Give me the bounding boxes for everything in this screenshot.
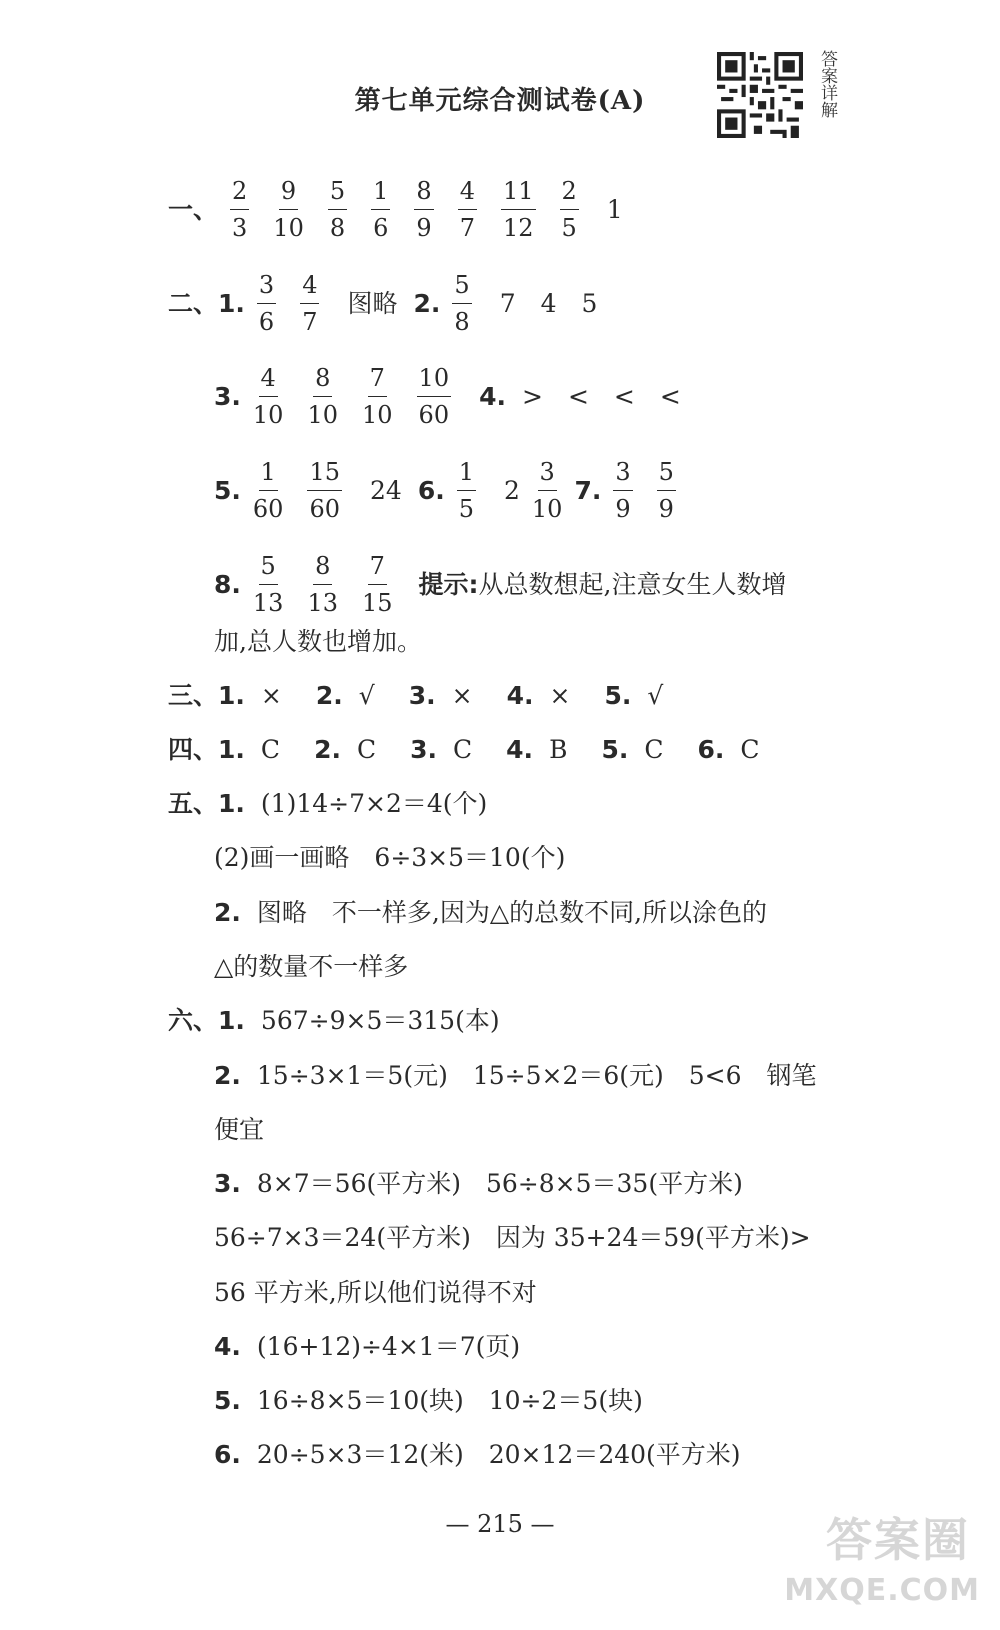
- question-number: 1.: [218, 789, 245, 818]
- question-number: 1.: [218, 681, 245, 710]
- question-number: 1.: [218, 288, 245, 318]
- question-number: 3.: [214, 1169, 241, 1198]
- section-6-row-9: [214, 1439, 741, 1471]
- answer-text: 20÷5×3＝12(米) 20×12＝240(平方米): [256, 1440, 741, 1469]
- answer-text: C: [644, 735, 664, 764]
- fraction: $\frac{7}{10}$: [362, 364, 393, 429]
- qr-caption: 答案详解: [817, 50, 837, 118]
- answer-text: C: [260, 735, 281, 764]
- answer-text: 图略 不一样多,因为△的总数不同,所以涂色的: [256, 898, 768, 927]
- answer-text: 7 4 5: [499, 288, 598, 318]
- question-number: 5.: [604, 681, 632, 710]
- section-6-row-6: [214, 1277, 537, 1309]
- question-number: 5.: [601, 735, 629, 764]
- answer-text: ×: [451, 681, 473, 710]
- answer-text: 1: [606, 194, 623, 224]
- question-number: 6.: [697, 735, 725, 764]
- question-number: 4.: [214, 1332, 241, 1361]
- fraction: $\frac{2}{3}$: [232, 177, 248, 242]
- fraction: $\frac{5}{8}$: [329, 177, 346, 242]
- question-number: 4.: [506, 735, 534, 764]
- question-number: 2.: [214, 898, 241, 927]
- answer-text: ×: [260, 681, 282, 710]
- answer-text: 15÷3×1＝5(元) 15÷5×2＝6(元) 5<6 钢笔: [256, 1061, 817, 1090]
- question-number: 3.: [214, 381, 241, 411]
- question-number: 5.: [214, 475, 241, 505]
- answer-text: (1)14÷7×2＝4(个): [260, 789, 488, 818]
- section-5-label: 五、: [168, 789, 219, 818]
- fraction: $\frac{5}{9}$: [658, 458, 674, 523]
- section-6-row-4: [214, 1168, 743, 1200]
- section-2-row-2: [214, 363, 681, 430]
- answer-text: △的数量不一样多: [214, 952, 409, 981]
- fraction: $\frac{7}{15}$: [362, 552, 393, 617]
- answer-text: (16+12)÷4×1＝7(页): [256, 1332, 521, 1361]
- fraction: $\frac{1}{5}$: [458, 458, 474, 523]
- page-number: — 215 —: [445, 1510, 555, 1538]
- section-6-row-3: [214, 1114, 264, 1146]
- section-6-row-1: [168, 1005, 500, 1037]
- answer-text: > < < <: [522, 381, 681, 411]
- section-2-row-4: [214, 551, 787, 618]
- fraction: $\frac{3}{10}$: [531, 458, 563, 523]
- answer-text: 图略: [347, 288, 398, 318]
- watermark-url: MXQE.COM: [784, 1573, 980, 1608]
- section-4-label: 四、: [168, 735, 219, 764]
- section-6-row-5: [214, 1222, 811, 1254]
- question-number: 4.: [506, 681, 534, 710]
- section-1: [168, 176, 623, 243]
- fraction: $\frac{4}{7}$: [459, 177, 475, 242]
- answer-text: C: [356, 735, 377, 764]
- answer-text: 24: [370, 475, 402, 505]
- answer-text: ×: [549, 681, 571, 710]
- answer-text: 56÷7×3＝24(平方米) 因为 35+24＝59(平方米)>: [214, 1223, 811, 1252]
- question-number: 7.: [574, 475, 602, 505]
- question-number: 1.: [218, 735, 245, 764]
- question-number: 4.: [479, 381, 506, 411]
- fraction: $\frac{10}{60}$: [418, 364, 450, 429]
- fraction: $\frac{8}{10}$: [307, 364, 338, 429]
- question-number: 2.: [214, 1061, 241, 1090]
- fraction: $\frac{1}{6}$: [373, 177, 389, 242]
- fraction: $\frac{3}{9}$: [615, 458, 631, 523]
- fraction: $\frac{3}{6}$: [258, 271, 275, 336]
- hint-text: 加,总人数也增加。: [214, 627, 422, 656]
- answer-text: 16÷8×5＝10(块) 10÷2＝5(块): [256, 1386, 643, 1415]
- question-number: 3.: [408, 681, 436, 710]
- fraction: $\frac{8}{13}$: [307, 552, 338, 617]
- fraction: $\frac{1}{60}$: [252, 458, 284, 523]
- question-number: 2.: [413, 288, 441, 318]
- question-number: 6.: [214, 1440, 241, 1469]
- fraction: $\frac{4}{7}$: [302, 271, 318, 336]
- section-5-row-1: [168, 788, 487, 820]
- fraction: $\frac{5}{13}$: [252, 552, 284, 617]
- answer-text: 56 平方米,所以他们说得不对: [214, 1278, 537, 1307]
- section-2-row-3: [214, 457, 688, 524]
- question-number: 2.: [315, 681, 343, 710]
- section-5-row-3: [214, 897, 767, 929]
- answer-text: 便宜: [214, 1115, 265, 1144]
- fraction: $\frac{5}{8}$: [454, 271, 470, 336]
- question-number: 8.: [214, 569, 241, 599]
- hint-text: 从总数想起,注意女生人数增: [478, 569, 787, 599]
- fraction: $\frac{11}{12}$: [502, 177, 534, 242]
- section-2-row-1: [168, 270, 597, 337]
- section-4: [168, 734, 760, 766]
- fraction: $\frac{4}{10}$: [252, 364, 284, 429]
- qr-code-icon[interactable]: [717, 52, 803, 138]
- answer-text: C: [453, 735, 473, 764]
- watermark-logo: 答案圈: [826, 1513, 970, 1567]
- answer-text: C: [740, 735, 760, 764]
- section-6-row-7: [214, 1331, 520, 1363]
- answer-text: 2: [504, 475, 520, 505]
- section-6-label: 六、: [168, 1006, 219, 1035]
- section-5-row-4: [214, 951, 408, 983]
- section-1-label: 一、: [168, 194, 219, 224]
- section-5-row-2: [214, 842, 565, 874]
- fraction: $\frac{9}{10}$: [273, 177, 304, 242]
- question-number: 3.: [410, 735, 438, 764]
- answer-text: (2)画一画略 6÷3×5＝10(个): [214, 843, 566, 872]
- fraction: $\frac{8}{9}$: [416, 177, 432, 242]
- question-number: 2.: [314, 735, 341, 764]
- page-title: 第七单元综合测试卷(A): [354, 86, 646, 116]
- answer-text: 8×7＝56(平方米) 56÷8×5＝35(平方米): [256, 1169, 743, 1198]
- fraction: $\frac{15}{60}$: [309, 458, 340, 523]
- question-number: 5.: [214, 1386, 241, 1415]
- question-number: 6.: [417, 475, 445, 505]
- hint-continued: [214, 626, 422, 658]
- answer-text: √: [647, 681, 664, 710]
- hint-label: 提示:: [418, 569, 479, 599]
- section-3: [168, 680, 663, 712]
- answer-text: 567÷9×5＝315(本): [260, 1006, 500, 1035]
- fraction: $\frac{2}{5}$: [561, 177, 577, 242]
- section-6-row-2: [214, 1060, 817, 1092]
- question-number: 1.: [218, 1006, 245, 1035]
- section-6-row-8: [214, 1385, 643, 1417]
- section-3-label: 三、: [168, 681, 219, 710]
- section-2-label: 二、: [168, 288, 219, 318]
- answer-text: B: [549, 735, 568, 764]
- answer-text: √: [358, 681, 375, 710]
